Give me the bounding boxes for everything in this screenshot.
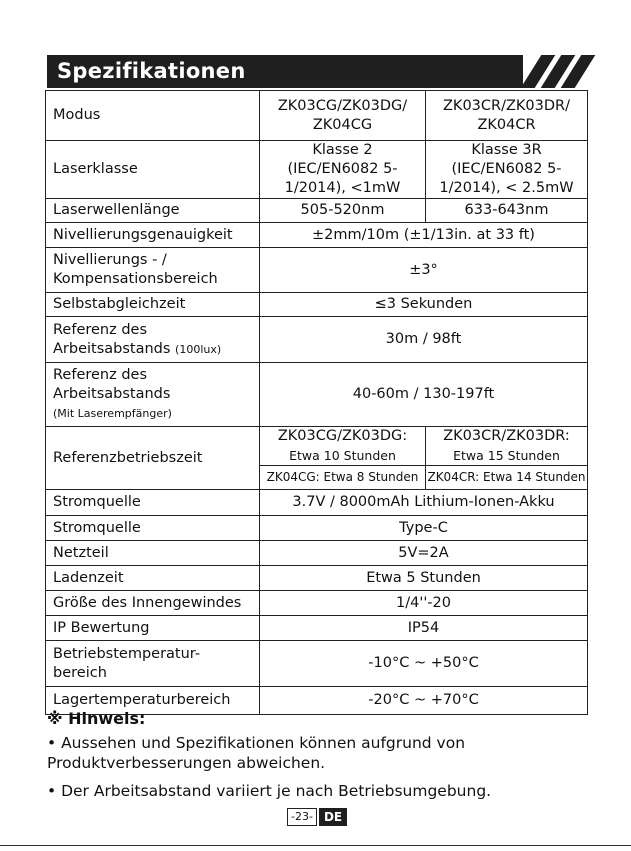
work-distance-label — [46, 317, 260, 363]
table-row — [46, 490, 588, 516]
wavelength-label: Laserwellenlänge — [46, 199, 260, 223]
notes-heading: ※ Hinweis: — [47, 709, 146, 728]
runtime-b-top — [426, 427, 588, 466]
table-row — [46, 141, 588, 199]
accuracy-label: Nivellierungsgenauigkeit — [46, 223, 260, 248]
work-distance-label-condition: (100lux) — [175, 342, 222, 356]
language-badge: DE — [319, 808, 347, 826]
wavelength-a: 505-520nm — [260, 199, 426, 223]
table-row — [46, 248, 588, 293]
table-row — [46, 616, 588, 641]
note-line: • Der Arbeitsabstand variiert je nach Betriebsumgebung. — [47, 782, 492, 800]
table-row — [46, 199, 588, 223]
page-number: -23- — [287, 808, 317, 826]
spec-table — [45, 90, 588, 715]
table-row — [46, 566, 588, 591]
table-row — [46, 516, 588, 541]
runtime-b-top-model: ZK03CR/ZK03DR: — [443, 428, 570, 444]
storage-temp-value: -20°C ~ +70°C — [260, 687, 588, 715]
runtime-label: Referenzbetriebszeit — [46, 427, 260, 490]
page-footer — [287, 808, 347, 826]
self-leveling-label: Selbstabgleichzeit — [46, 293, 260, 317]
work-distance-receiver-value: 40-60m / 130-197ft — [260, 363, 588, 427]
runtime-a-top — [260, 427, 426, 466]
work-distance-receiver-label — [46, 363, 260, 427]
op-temp-label: Betriebstemperatur- bereich — [46, 641, 260, 687]
charge-time-label: Ladenzeit — [46, 566, 260, 591]
ip-label: IP Bewertung — [46, 616, 260, 641]
compensation-value: ±3° — [260, 248, 588, 293]
storage-temp-label: Lagertemperaturbereich — [46, 687, 260, 715]
work-distance-receiver-condition: (Mit Laserempfänger) — [53, 407, 172, 420]
op-temp-value: -10°C ~ +50°C — [260, 641, 588, 687]
runtime-a-top-model: ZK03CG/ZK03DG: — [277, 428, 408, 444]
page-title: Spezifikationen — [57, 59, 246, 83]
laser-class-b: Klasse 3R (IEC/EN6082 5-1/2014), < 2.5mW — [426, 141, 588, 199]
table-row — [46, 591, 588, 616]
thread-label: Größe des Innengewindes — [46, 591, 260, 616]
laser-class-a: Klasse 2 (IEC/EN6082 5-1/2014), <1mW — [260, 141, 426, 199]
power-source-label: Stromquelle — [46, 490, 260, 516]
table-row — [46, 427, 588, 466]
table-row — [46, 317, 588, 363]
wavelength-b: 633-643nm — [426, 199, 588, 223]
self-leveling-value: ≤3 Sekunden — [260, 293, 588, 317]
runtime-a-bottom: ZK04CG: Etwa 8 Stunden — [260, 466, 426, 490]
table-row — [46, 363, 588, 427]
notes-section — [47, 709, 607, 809]
work-distance-label-text: Referenz des Arbeitsabstands — [53, 321, 171, 357]
runtime-b-top-time: Etwa 15 Stunden — [453, 448, 560, 463]
runtime-b-bottom: ZK04CR: Etwa 14 Stunden — [426, 466, 588, 490]
section-banner — [47, 55, 584, 88]
model-b-header: ZK03CR/ZK03DR/ ZK04CR — [426, 91, 588, 141]
table-row — [46, 223, 588, 248]
table-row — [46, 641, 588, 687]
thread-value: 1/4''-20 — [260, 591, 588, 616]
accuracy-value: ±2mm/10m (±1/13in. at 33 ft) — [260, 223, 588, 248]
charge-time-value: Etwa 5 Stunden — [260, 566, 588, 591]
table-row — [46, 91, 588, 141]
table-row — [46, 293, 588, 317]
laser-class-label: Laserklasse — [46, 141, 260, 199]
adapter-label: Netzteil — [46, 541, 260, 566]
mode-label: Modus — [46, 91, 260, 141]
ip-value: IP54 — [260, 616, 588, 641]
work-distance-receiver-label-text: Referenz des Arbeitsabstands — [53, 367, 171, 402]
power-source-2-label: Stromquelle — [46, 516, 260, 541]
power-source-value: 3.7V / 8000mAh Lithium-Ionen-Akku — [260, 490, 588, 516]
page-bottom-rule — [0, 845, 631, 846]
power-source-2-value: Type-C — [260, 516, 588, 541]
adapter-value: 5V=2A — [260, 541, 588, 566]
note-line: • Aussehen und Spezifikationen können aufgrund von Produktverbesserungen abweichen. — [47, 734, 466, 772]
model-a-header: ZK03CG/ZK03DG/ ZK04CG — [260, 91, 426, 141]
runtime-a-top-time: Etwa 10 Stunden — [289, 448, 396, 463]
table-row — [46, 541, 588, 566]
compensation-label: Nivellierungs - / Kompensationsbereich — [46, 248, 260, 293]
work-distance-value: 30m / 98ft — [260, 317, 588, 363]
